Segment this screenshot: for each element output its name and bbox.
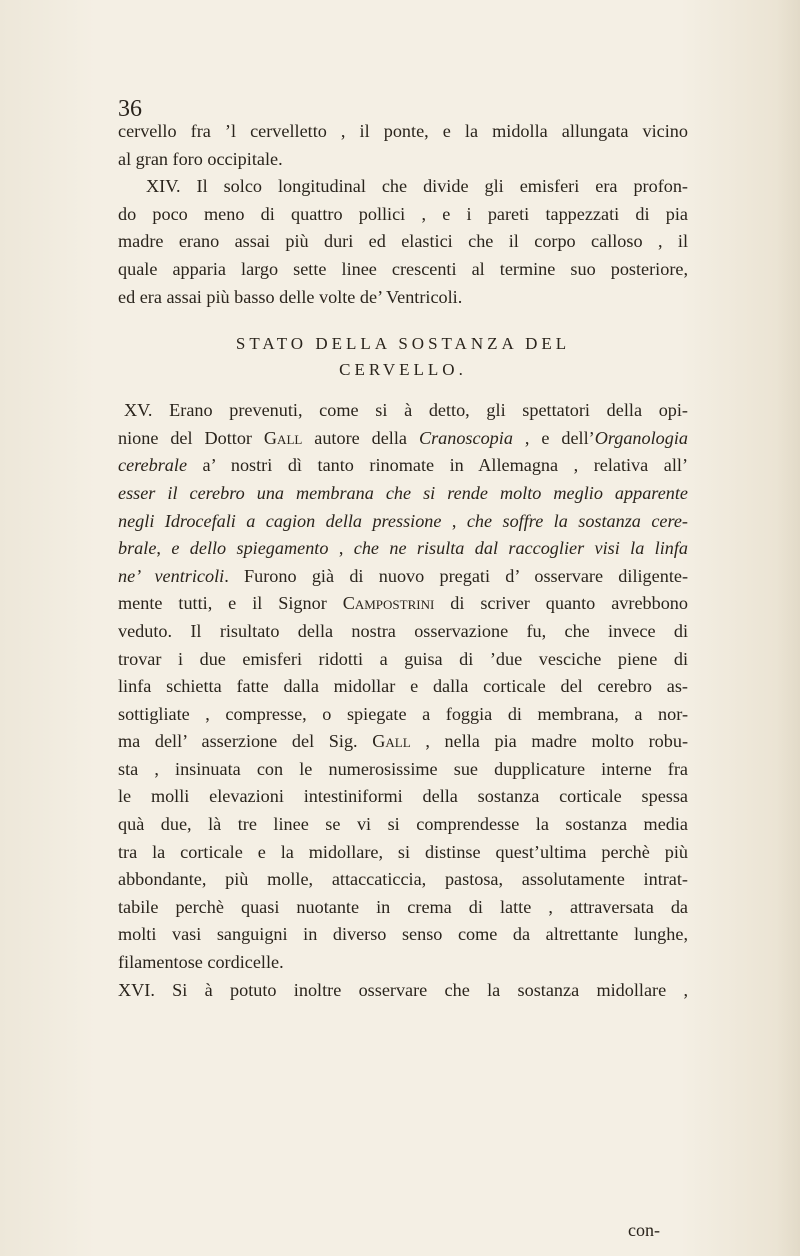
text-run: ,: [328, 538, 354, 559]
italic-quote: negli Idrocefali a cagion della pressione: [118, 510, 442, 531]
catchword: con-: [628, 1220, 660, 1240]
text-run: nione del Dottor: [118, 427, 264, 448]
italic-title: Cranoscopia: [418, 427, 513, 448]
text-line: [118, 425, 688, 453]
text-line: trovar i due emisferi ridotti a guisa di ’due vesciche piene di: [118, 648, 688, 669]
text-line: quale apparia largo sette linee crescenti al termine suo posteriore,: [118, 258, 688, 279]
text-line: [118, 452, 688, 480]
italic-title: Organologia: [594, 427, 688, 448]
text-run: di scriver quanto avrebbono: [434, 593, 688, 614]
text-line: XIV. Il solco longitudinal che divide gli emisferi era profon-: [146, 176, 688, 197]
text-run: , nella pia madre molto robu-: [410, 731, 689, 752]
author-name: Gall: [372, 731, 411, 752]
section-heading: [118, 331, 688, 383]
text-line: le molli elevazioni intestiniformi della sostanza corticale spessa: [118, 786, 688, 807]
text-line: esser il cerebro una membrana che si rende molto meglio apparente: [118, 482, 688, 503]
italic-title: cerebrale: [118, 455, 188, 476]
page-number: 36: [118, 96, 142, 122]
text-run: mente tutti, e il Signor: [118, 593, 343, 614]
text-line: tra la corticale e la midollare, si distinse quest’ultima perchè più: [118, 841, 688, 862]
italic-quote: che ne risulta dal raccoglier visi la linfa: [353, 538, 689, 559]
text-line: madre erano assai più duri ed elastici che il corpo calloso , il: [118, 231, 688, 252]
text-line: [118, 397, 688, 425]
paragraph-continuation: [118, 118, 688, 173]
italic-quote: brale: [118, 538, 157, 559]
italic-quote: e dello spiegamento: [171, 538, 329, 559]
text-line: tabile perchè quasi nuotante in crema di latte , attraversata da: [118, 896, 688, 917]
text-run: ma dell’ asserzione del Sig.: [118, 731, 373, 752]
text-line: abbondante, più molle, attaccaticcia, pastosa, assolutamente intrat-: [118, 869, 688, 890]
text-line: molti vasi sanguigni in diverso senso come da altrettante lunghe,: [118, 924, 688, 945]
text-line: [118, 535, 688, 563]
text-run: , e dell’: [512, 427, 595, 448]
heading-line: STATO DELLA SOSTANZA DEL: [235, 334, 571, 354]
text-line: do poco meno di quattro pollici , e i pareti tappezzati di pia: [118, 203, 688, 224]
paragraph-xv: [118, 397, 688, 976]
text-line: cervello fra ’l cervelletto , il ponte, e la midolla allungata vicino: [118, 121, 688, 141]
heading-line: CERVELLO.: [339, 360, 467, 380]
text-line: filamentose cordicelle.: [118, 952, 284, 973]
text-run: a’ nostri dì tanto rinomate in Allemagna , relativa all’: [187, 455, 688, 476]
person-name: Campostrini: [342, 593, 435, 614]
italic-quote: ne’ ventricoli: [118, 565, 225, 586]
text-line: veduto. Il risultato della nostra osservazione fu, che invece di: [118, 620, 688, 641]
text-run: XV. Erano prevenuti, come si à detto, gli spettatori della opi-: [124, 400, 688, 421]
text-run: ,: [441, 510, 467, 531]
text-block: [118, 118, 688, 1004]
text-line: [118, 563, 688, 591]
paragraph-xvi: [118, 977, 688, 1005]
text-line: linfa schietta fatte dalla midollar e dalla corticale del cerebro as-: [118, 676, 688, 697]
text-line: XVI. Si à potuto inoltre osservare che la sostanza midollare ,: [118, 979, 688, 1000]
text-line: sta , insinuata con le numerosissime sue dupplicature interne fra: [118, 758, 688, 779]
text-line: [118, 508, 688, 536]
text-line: [118, 728, 688, 756]
text-line: al gran foro occipitale.: [118, 148, 283, 169]
text-run: . Furono già di nuovo pregati d’ osservare diligente-: [224, 565, 689, 586]
author-name: Gall: [263, 427, 303, 448]
text-line: quà due, là tre linee se vi si comprendesse la sostanza media: [118, 814, 688, 835]
paragraph-xiv: [118, 173, 688, 311]
text-line: ed era assai più basso delle volte de’ Ventricoli.: [118, 286, 463, 307]
text-run: autore della: [302, 427, 419, 448]
text-line: sottigliate , compresse, o spiegate a foggia di membrana, a nor-: [118, 703, 688, 724]
text-line: [118, 590, 688, 618]
text-run: ,: [156, 538, 172, 559]
italic-quote: che soffre la sostanza cere-: [466, 510, 688, 531]
